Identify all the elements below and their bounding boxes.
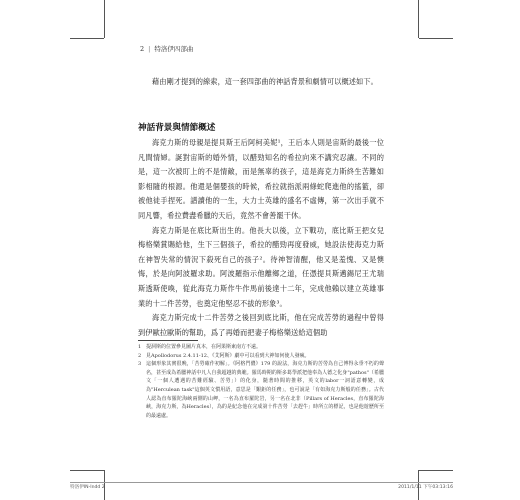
body-paragraph: 海克力斯是在底比斯出生的。他長大以後，立下戰功，底比斯王把女兒梅格樂賞賜給他，生下三個孩子，希拉的醋勁再度發威，她設法使海克力斯在神智失常的情況下殺死自己的孩子²。待神智清醒，他又是羞愧、又是懊悔，於是向阿波羅求助。阿波羅指示他離鄉之道，任憑提貝斯邁錫尼王尤瑞斯透斯使喚，從此海克力斯作牛作馬前後達十二年，完成他賴以建立英雄事業的十二件苦勞，也奠定他堅忍不拔的形象³。 — [138, 225, 384, 308]
slug-timestamp: 2011/1/11 下午03:13:16 — [398, 485, 453, 490]
body-paragraph: 海克力斯的母親是提貝斯王后阿柯美妮¹，王后本人則是宙斯的最後一位凡間情婦。誕對宙斯的婚外情，以醋勁知名的希拉向來不講究忍讓。不同的是，這一次被盯上的不是情敵，而是無辜的孩子，這是海克力斯終生苦難如影相隨的根源。他還是個嬰孩的時候，希拉就指派兩條蛇爬進他的搖籃，卻被他徒手捏死。譜讀他的一生，大力士英雄的盛名不虛傳，第一次出手就不同凡響，希拉費盡希臘的天后，竟然不會善罷干休。 — [138, 138, 384, 220]
body-paragraph: 海克力斯完成十二件苦勞之後回到底比斯，他在完成苦勞的過程中曾得到伊歐拉歐斯的幫助，爲了再婚而把妻子梅格樂送給這個助 — [138, 313, 384, 337]
running-header — [140, 44, 193, 53]
slug-rule — [70, 482, 453, 483]
footnote: 1 提洞斯的位置參見圖片真本，在阿果斯東南方不遠。 — [138, 344, 262, 350]
footnotes — [138, 343, 384, 420]
crop-mark-top-left-horizontal — [70, 38, 104, 39]
book-title: 特洛伊四部曲 — [154, 45, 194, 53]
footnote: 3 這個形象其實很晚，「苦勞確作初解」。《阿格門儂》179 的說法，海克力斯的苦勞為自己博得永垂不朽的聲名，甚至成為希臘神話中凡人自我超越的典範。羅馬時期的斯多葛學派把他奉為人德之化身"pathos"（希臘文「一個人遭遇的苦難經驗、苦勞」）的化身，隨著時間的推移，英文的labor一詞語意轉變，成為"Herculean task"這個英文慣用語，意思是「艱鉅的任務」，也可說是「有如海克力斯般的任務」。古代人認為直布羅陀海峽兩側的山岬，一名為直布羅陀岩，另一名在北非（Pillars of Heracles，直布羅陀海峽，海克力斯，為Heracles），為的是紀念他在完成第十件苦勞「去趕牛」時所立的標記，也是他遊歷所至的最遠處。 — [138, 361, 384, 419]
header-separator: | — [148, 45, 151, 53]
main-text — [138, 136, 384, 340]
crop-mark-top-right-horizontal — [419, 38, 453, 39]
intro-paragraph: 藉由剛才提到的線索，這一套四部曲的神話背景和劇情可以概述如下。 — [152, 77, 378, 86]
section-heading: 神話背景與情節概述 — [138, 123, 216, 133]
crop-mark-bottom-left-horizontal — [70, 470, 104, 471]
crop-mark-bottom-right-horizontal — [419, 470, 453, 471]
slug-file-name: 特洛伊IN-Indd 2 — [70, 485, 105, 490]
footnote-rule — [138, 340, 198, 341]
intro-block — [138, 75, 384, 90]
page-number: 2 — [140, 45, 145, 53]
crop-mark-top-left-vertical — [104, 0, 105, 38]
crop-mark-top-right-vertical — [418, 0, 419, 38]
footnote: 2 見Apollodorus 2.4.11-12、《艾阿斯》劇中可以看到大神如何使人發瘋。 — [138, 352, 310, 359]
